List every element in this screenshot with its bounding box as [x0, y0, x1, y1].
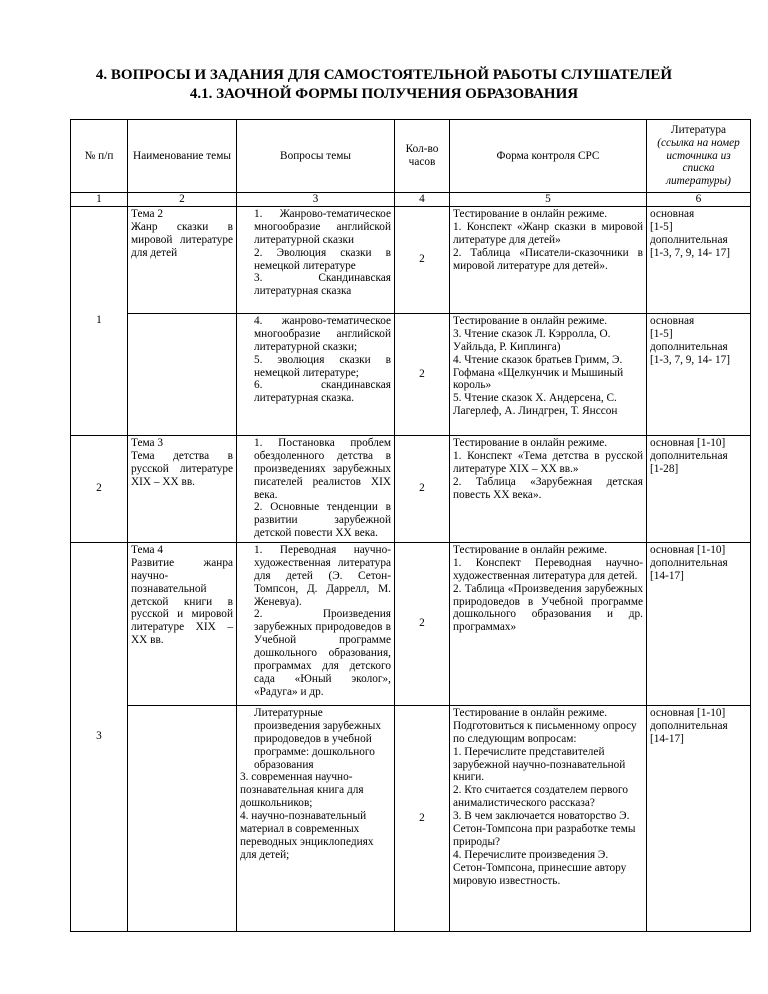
question-item: 2. Основные тенденции в развитии зарубежной детской повести XX века. — [254, 501, 391, 540]
control-item: 1. Конспект Переводная научно-художественная литература для детей. — [453, 556, 643, 582]
control-item: 1. Перечислите представителей зарубежной научно-познавательной книги. — [453, 745, 626, 784]
subsection-heading: 4.1. ЗАОЧНОЙ ФОРМЫ ПОЛУЧЕНИЯ ОБРАЗОВАНИЯ — [189, 86, 579, 102]
control-item: 1. Конспект «Жанр сказки в мировой литературе для детей» — [453, 220, 643, 246]
control-item: 2. Таблица «Писатели-сказочники в мировой литературе для детей». — [453, 246, 643, 272]
lit-item: основная [1-10] — [650, 543, 726, 556]
lit-item: основная [1-10] — [650, 706, 726, 719]
control-cell — [450, 435, 647, 542]
lit-item: основная [1-10] — [650, 436, 726, 449]
srs-table — [70, 119, 751, 932]
col-header-questions: Вопросы темы — [237, 120, 395, 193]
col-number: 6 — [647, 193, 751, 207]
lit-item: [1-5] — [650, 220, 673, 233]
control-item: 3. В чем заключается новаторство Э. Сетон-Томпсона при разработке темы природы? — [453, 810, 636, 848]
lit-item: основная — [650, 314, 695, 327]
topic-cell — [128, 542, 237, 705]
table-row — [71, 542, 751, 705]
control-item: 2. Таблица «Зарубежная детская повесть XX века». — [453, 475, 643, 501]
control-item: Тестирование в онлайн режиме. — [453, 706, 608, 719]
section-heading: 4. ВОПРОСЫ И ЗАДАНИЯ ДЛЯ САМОСТОЯТЕЛЬНОЙ РАБОТЫ СЛУШАТЕЛЕЙ — [95, 67, 673, 83]
header-row — [71, 120, 751, 193]
col-header-literature — [647, 120, 751, 193]
lit-header-note: (ссылка на номер источника из списка литературы) — [657, 136, 740, 188]
col-number: 2 — [128, 193, 237, 207]
control-item: Тестирование в онлайн режиме. — [453, 436, 608, 449]
hours-cell: 2 — [395, 705, 450, 931]
row-number: 2 — [71, 435, 128, 542]
questions-cell — [237, 313, 395, 435]
question-item: 1. Жанрово-тематическое многообразие английской литературной сказки — [254, 207, 391, 246]
question-item: 1. Постановка проблем обездоленного детства в произведениях зарубежных писателей реалистов XIX века. — [254, 436, 391, 501]
question-item: 3. Скандинавская литературная сказка — [254, 272, 391, 298]
control-cell — [450, 705, 647, 931]
topic-cell-empty — [128, 705, 237, 931]
topic-cell — [128, 435, 237, 542]
control-cell — [450, 313, 647, 435]
lit-item: дополнительная — [650, 556, 728, 569]
lit-header-main: Литература — [670, 123, 727, 136]
lit-item: [1-28] — [650, 462, 679, 475]
topic-name: Жанр сказки в мировой литературе для детей — [131, 220, 233, 259]
control-item: Тестирование в онлайн режиме. — [453, 314, 608, 327]
questions-cell — [237, 705, 395, 931]
topic-cell-empty — [128, 313, 237, 435]
lit-item: дополнительная — [650, 340, 728, 353]
hours-cell: 2 — [395, 542, 450, 705]
table-row — [71, 206, 751, 313]
topic-title: Тема 4 — [131, 543, 164, 556]
question-item: 3. современная научно-познавательная книга для дошкольников; — [240, 771, 364, 810]
lit-item: [1-3, 7, 9, 14- 17] — [650, 353, 731, 366]
lit-item: [14-17] — [650, 732, 684, 745]
control-item: 2. Кто считается создателем первого анималистического рассказа? — [453, 784, 628, 810]
control-item: Тестирование в онлайн режиме. — [453, 543, 608, 556]
control-item: 4. Перечислите произведения Э. Сетон-Томпсона, принесшие автору мировую известность. — [453, 848, 627, 887]
table-row — [71, 705, 751, 931]
literature-cell — [647, 542, 751, 705]
control-item: 1. Конспект «Тема детства в русской литературе XIX – XX вв.» — [453, 449, 643, 475]
control-cell — [450, 206, 647, 313]
col-number: 5 — [450, 193, 647, 207]
question-item: 6. скандинавская литературная сказка. — [254, 379, 391, 405]
literature-cell — [647, 206, 751, 313]
topic-title: Тема 2 — [131, 207, 164, 220]
control-item: Тестирование в онлайн режиме. — [453, 207, 608, 220]
col-header-num: № п/п — [71, 120, 128, 193]
question-item: 2. Произведения зарубежных природоведов в Учебной программе дошкольного образования, программах для детского сада «Юный эколог», «Радуга» и др. — [254, 608, 391, 698]
control-cell — [450, 542, 647, 705]
question-item: Литературные произведения зарубежных природоведов в учебной программе: дошкольного образования — [254, 706, 382, 771]
literature-cell — [647, 435, 751, 542]
topic-name: Развитие жанра научно-познавательной детской книги в русской и мировой литературе XIX – XX вв. — [131, 556, 233, 647]
lit-item: [1-5] — [650, 327, 673, 340]
col-number: 3 — [237, 193, 395, 207]
col-header-hours: Кол-во часов — [395, 120, 450, 193]
control-item: 5. Чтение сказок Х. Андерсена, С. Лагерлеф, А. Линдгрен, Т. Янссон — [453, 392, 618, 418]
column-number-row — [71, 193, 751, 207]
control-item: 4. Чтение сказок братьев Гримм, Э. Гофмана «Щелкунчик и Мышиный король» — [453, 353, 624, 392]
lit-item: дополнительная — [650, 719, 728, 732]
literature-cell — [647, 705, 751, 931]
questions-cell — [237, 542, 395, 705]
questions-cell — [237, 435, 395, 542]
control-item: 2. Таблица «Произведения зарубежных природоведов в Учебной программе дошкольного образования и др. программах» — [453, 582, 643, 634]
topic-name: Тема детства в русской литературе XIX – XX вв. — [131, 449, 233, 488]
hours-cell: 2 — [395, 435, 450, 542]
lit-item: [1-3, 7, 9, 14- 17] — [650, 246, 731, 259]
literature-cell — [647, 313, 751, 435]
row-number: 1 — [71, 206, 128, 435]
topic-title: Тема 3 — [131, 436, 164, 449]
row-number: 3 — [71, 542, 128, 931]
col-header-control: Форма контроля СРС — [450, 120, 647, 193]
lit-item: дополнительная — [650, 233, 728, 246]
control-item: Подготовиться к письменному опросу по следующим вопросам: — [453, 719, 637, 745]
col-number: 1 — [71, 193, 128, 207]
hours-cell: 2 — [395, 206, 450, 313]
table-row — [71, 313, 751, 435]
question-item: 1. Переводная научно-художественная литература для детей (Э. Сетон-Томпсон, Д. Даррелл, М. Женевуа). — [254, 543, 391, 608]
control-item: 3. Чтение сказок Л. Кэрролла, О. Уайльда, Р. Киплинга) — [453, 327, 611, 353]
question-item: 4. жанрово-тематическое многообразие английской литературной сказки; — [254, 314, 391, 353]
topic-cell — [128, 206, 237, 313]
lit-item: [14-17] — [650, 569, 684, 582]
col-number: 4 — [395, 193, 450, 207]
question-item: 2. Эволюция сказки в немецкой литературе — [254, 246, 391, 272]
question-item: 5. эволюция сказки в немецкой литературе; — [254, 353, 391, 379]
hours-cell: 2 — [395, 313, 450, 435]
question-item: 4. научно-познавательный материал в современных переводных энциклопедиях для детей; — [240, 810, 374, 861]
col-header-topic: Наименование темы — [128, 120, 237, 193]
table-row — [71, 435, 751, 542]
lit-item: дополнительная — [650, 449, 728, 462]
questions-cell — [237, 206, 395, 313]
lit-item: основная — [650, 207, 695, 220]
